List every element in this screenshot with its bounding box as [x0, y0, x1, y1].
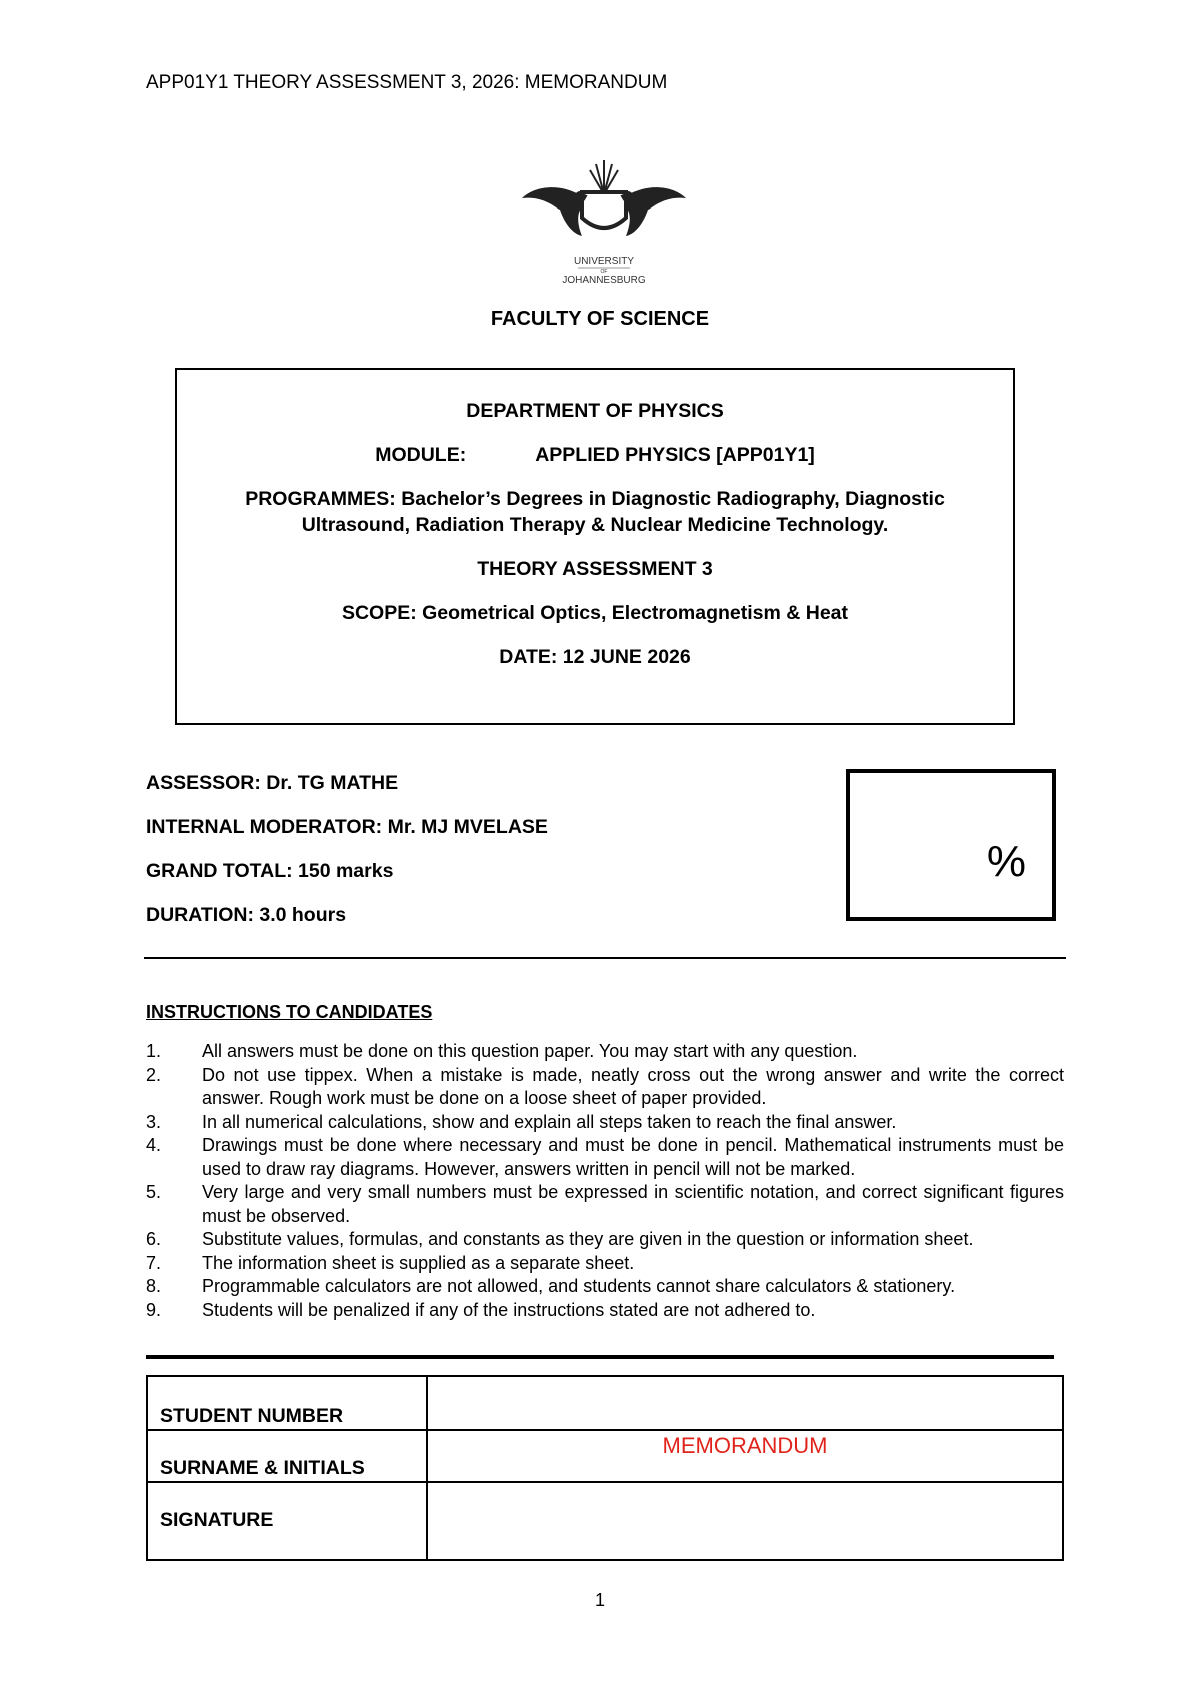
module-line	[177, 444, 1013, 467]
faculty-title: FACULTY OF SCIENCE	[490, 308, 710, 330]
university-logo	[520, 152, 688, 292]
instructions-list	[146, 1040, 1064, 1322]
student-number-label: STUDENT NUMBER	[160, 1405, 344, 1427]
surname-label: SURNAME & INITIALS	[160, 1457, 365, 1479]
divider-bottom	[146, 1355, 1054, 1359]
grand-total: GRAND TOTAL: 150 marks	[146, 860, 394, 882]
assessment-title: THEORY ASSESSMENT 3	[477, 558, 713, 580]
divider-top	[144, 957, 1066, 959]
instruction-item: 7. The information sheet is supplied as a separate sheet.	[146, 1252, 635, 1273]
svg-text:JOHANNESBURG: JOHANNESBURG	[562, 275, 646, 286]
instruction-item: 9. Students will be penalized if any of the instructions stated are not adhered to.	[146, 1299, 816, 1320]
internal-moderator: INTERNAL MODERATOR: Mr. MJ MVELASE	[146, 816, 548, 838]
department-box	[175, 368, 1015, 725]
svg-text:OF: OF	[600, 269, 608, 275]
instruction-item: 4. Drawings must be done where necessary and must be done in pencil. Mathematical instruments must be used to draw ray diagrams. However, answers written in pencil will not be marked.	[146, 1135, 1064, 1179]
instruction-item: 5. Very large and very small numbers must be expressed in scientific notation, and correct significant figures must be observed.	[146, 1182, 1064, 1226]
svg-text:UNIVERSITY: UNIVERSITY	[573, 256, 635, 267]
instruction-item: 1. All answers must be done on this question paper. You may start with any question.	[146, 1041, 858, 1061]
programmes-line-2: Ultrasound, Radiation Therapy & Nuclear Medicine Technology.	[301, 514, 889, 536]
student-details-table	[146, 1375, 1064, 1561]
memorandum-stamp: MEMORANDUM	[662, 1433, 828, 1458]
instruction-item: 6. Substitute values, formulas, and constants as they are given in the question or information sheet.	[146, 1229, 974, 1249]
date-line: DATE: 12 JUNE 2026	[499, 646, 691, 668]
instruction-item: 8. Programmable calculators are not allowed, and students cannot share calculators & stationery.	[146, 1276, 956, 1296]
percent-symbol: %	[986, 837, 1026, 886]
instruction-item: 2. Do not use tippex. When a mistake is made, neatly cross out the wrong answer and write the correct answer. Rough work must be done on a loose sheet of paper provided.	[146, 1064, 1064, 1108]
signature-label: SIGNATURE	[160, 1509, 274, 1531]
module-value: APPLIED PHYSICS [APP01Y1]	[535, 444, 815, 466]
page-number: 1	[594, 1590, 605, 1610]
instructions-title: INSTRUCTIONS TO CANDIDATES	[146, 1002, 433, 1022]
score-box[interactable]	[846, 769, 1056, 921]
assessor: ASSESSOR: Dr. TG MATHE	[146, 772, 399, 794]
programmes-line-1: PROGRAMMES: Bachelor’s Degrees in Diagnostic Radiography, Diagnostic	[245, 488, 945, 510]
module-label: MODULE:	[375, 444, 467, 466]
instruction-item: 3. In all numerical calculations, show and explain all steps taken to reach the final answer.	[146, 1111, 897, 1132]
department-name: DEPARTMENT OF PHYSICS	[466, 400, 724, 422]
scope-line: SCOPE: Geometrical Optics, Electromagnetism & Heat	[341, 602, 849, 624]
page-header: APP01Y1 THEORY ASSESSMENT 3, 2026: MEMORANDUM	[146, 72, 668, 93]
duration: DURATION: 3.0 hours	[146, 904, 347, 926]
